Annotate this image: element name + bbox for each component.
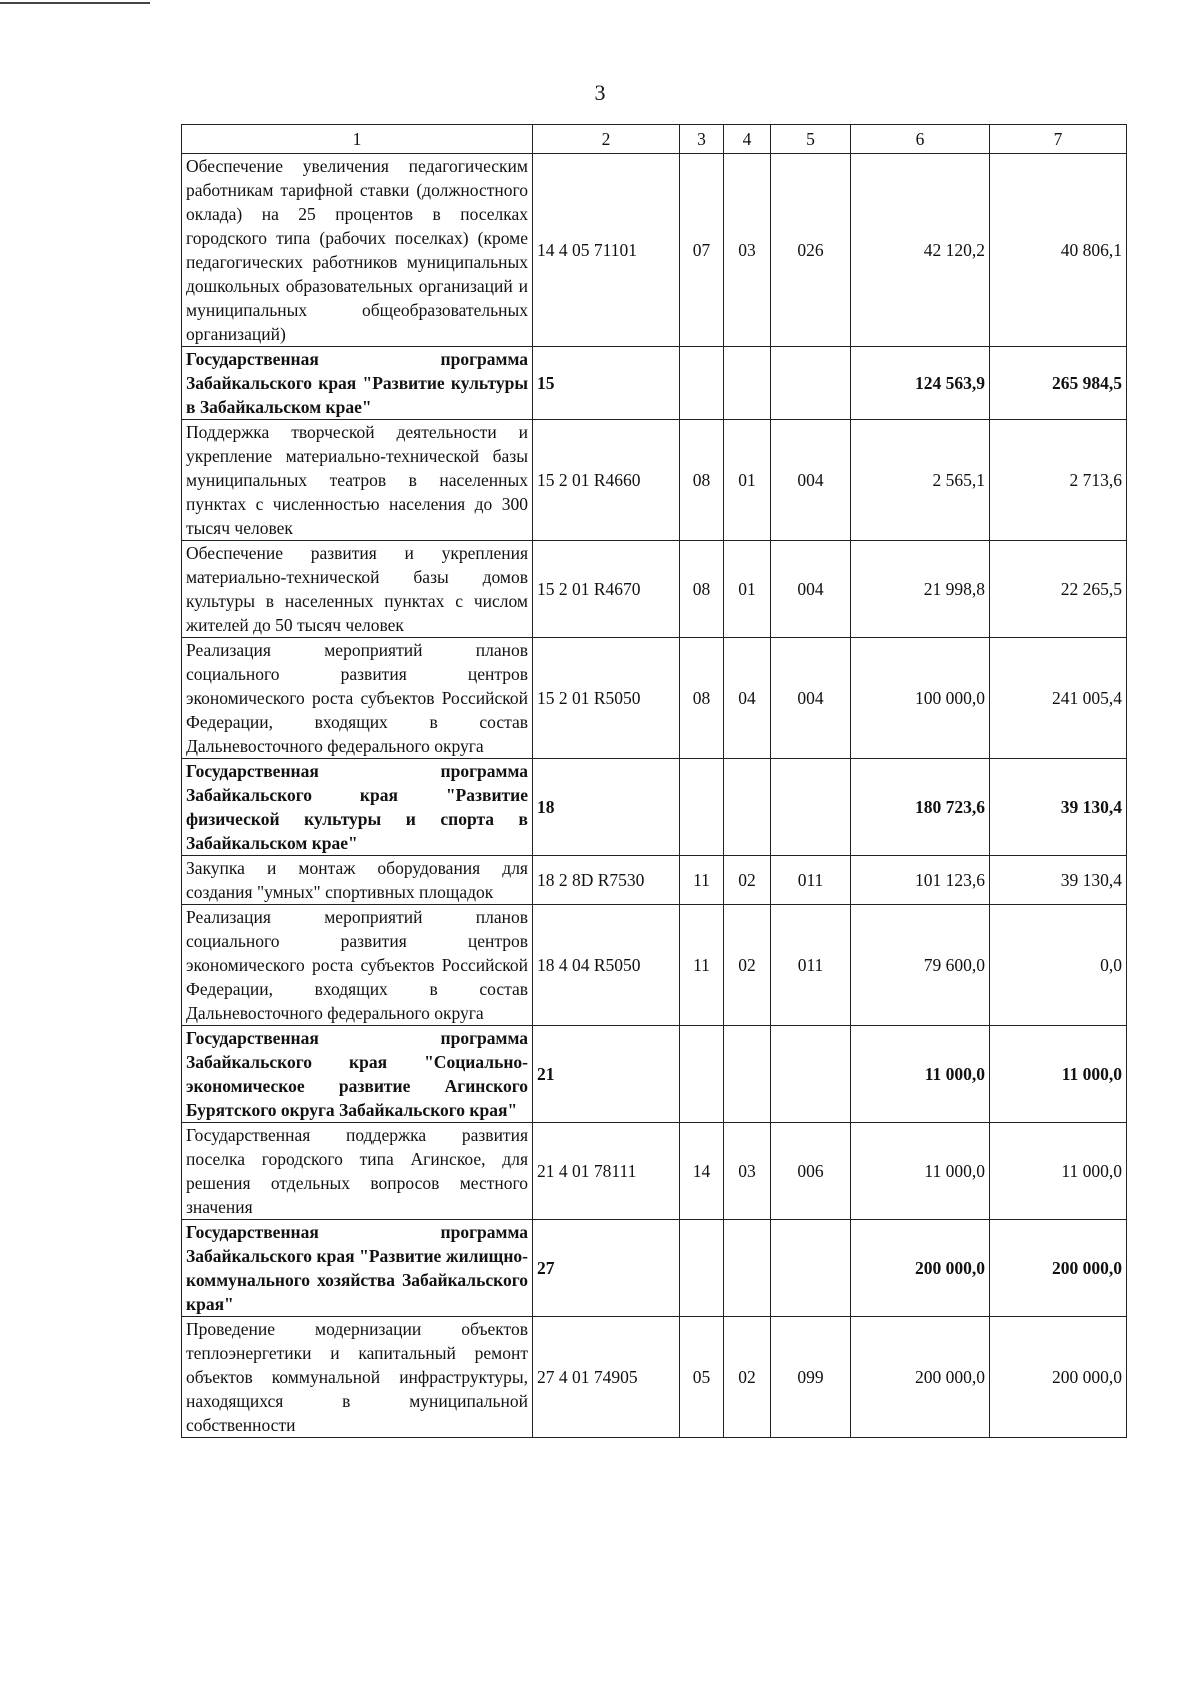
row-col5-cell: 026	[771, 154, 851, 347]
table-body	[182, 154, 1127, 1438]
row-col7-cell: 11 000,0	[990, 1026, 1127, 1123]
row-col7-cell: 39 130,4	[990, 759, 1127, 856]
row-col7-cell: 200 000,0	[990, 1317, 1127, 1438]
scan-edge-line	[0, 2, 150, 4]
row-col7-cell: 0,0	[990, 905, 1127, 1026]
row-name-cell: Государственная поддержка развития поселка городского типа Агинское, для решения отдельных вопросов местного значения	[182, 1123, 533, 1220]
row-col3-cell: 08	[680, 541, 724, 638]
row-col4-cell	[724, 347, 771, 420]
row-code-cell: 18 4 04 R5050	[533, 905, 680, 1026]
table-row	[182, 905, 1127, 1026]
row-col3-cell	[680, 347, 724, 420]
row-col4-cell: 02	[724, 856, 771, 905]
row-col3-cell: 05	[680, 1317, 724, 1438]
column-header-6: 6	[851, 125, 990, 154]
row-col7-cell: 2 713,6	[990, 420, 1127, 541]
column-header-7: 7	[990, 125, 1127, 154]
row-code-cell: 18	[533, 759, 680, 856]
row-name-cell: Реализация мероприятий планов социального развития центров экономического роста субъектов Российской Федерации, входящих в состав Дальневосточного федерального округа	[182, 905, 533, 1026]
program-row	[182, 759, 1127, 856]
row-col4-cell: 04	[724, 638, 771, 759]
row-col4-cell	[724, 1220, 771, 1317]
row-col4-cell	[724, 759, 771, 856]
row-name-cell: Реализация мероприятий планов социального развития центров экономического роста субъектов Российской Федерации, входящих в состав Дальневосточного федерального округа	[182, 638, 533, 759]
row-col5-cell	[771, 347, 851, 420]
row-col4-cell: 02	[724, 905, 771, 1026]
table-row	[182, 638, 1127, 759]
row-name-cell: Проведение модернизации объектов теплоэнергетики и капитальный ремонт объектов коммунальной инфраструктуры, находящихся в муниципальной собственности	[182, 1317, 533, 1438]
row-code-cell: 15	[533, 347, 680, 420]
row-col7-cell: 39 130,4	[990, 856, 1127, 905]
row-col4-cell	[724, 1026, 771, 1123]
row-col6-cell: 21 998,8	[851, 541, 990, 638]
row-name-cell: Закупка и монтаж оборудования для создания "умных" спортивных площадок	[182, 856, 533, 905]
row-col3-cell	[680, 1220, 724, 1317]
row-col6-cell: 100 000,0	[851, 638, 990, 759]
row-col7-cell: 11 000,0	[990, 1123, 1127, 1220]
column-header-1: 1	[182, 125, 533, 154]
column-header-3: 3	[680, 125, 724, 154]
row-col6-cell: 101 123,6	[851, 856, 990, 905]
table-row	[182, 154, 1127, 347]
row-col4-cell: 01	[724, 420, 771, 541]
row-col5-cell: 004	[771, 638, 851, 759]
table-row	[182, 1317, 1127, 1438]
row-col3-cell: 11	[680, 856, 724, 905]
row-code-cell: 27	[533, 1220, 680, 1317]
row-col6-cell: 11 000,0	[851, 1026, 990, 1123]
row-col5-cell: 011	[771, 905, 851, 1026]
row-col7-cell: 265 984,5	[990, 347, 1127, 420]
row-code-cell: 27 4 01 74905	[533, 1317, 680, 1438]
row-col4-cell: 03	[724, 1123, 771, 1220]
row-col5-cell: 006	[771, 1123, 851, 1220]
row-col5-cell	[771, 1220, 851, 1317]
row-col4-cell: 02	[724, 1317, 771, 1438]
row-col4-cell: 03	[724, 154, 771, 347]
row-col3-cell	[680, 759, 724, 856]
row-name-cell: Государственная программа Забайкальского края "Развитие физической культуры и спорта в Забайкальском крае"	[182, 759, 533, 856]
row-col5-cell: 004	[771, 541, 851, 638]
table-row	[182, 541, 1127, 638]
row-code-cell: 18 2 8D R7530	[533, 856, 680, 905]
row-col7-cell: 40 806,1	[990, 154, 1127, 347]
row-col6-cell: 124 563,9	[851, 347, 990, 420]
row-col7-cell: 241 005,4	[990, 638, 1127, 759]
row-col4-cell: 01	[724, 541, 771, 638]
row-col6-cell: 79 600,0	[851, 905, 990, 1026]
program-row	[182, 1220, 1127, 1317]
row-code-cell: 21 4 01 78111	[533, 1123, 680, 1220]
budget-table	[181, 124, 1127, 1438]
row-code-cell: 15 2 01 R4670	[533, 541, 680, 638]
row-name-cell: Государственная программа Забайкальского края "Социально-экономическое развитие Агинского Бурятского округа Забайкальского края"	[182, 1026, 533, 1123]
row-col3-cell: 08	[680, 420, 724, 541]
row-name-cell: Поддержка творческой деятельности и укрепление материально-технической базы муниципальных театров в населенных пунктах с численностью населения до 300 тысяч человек	[182, 420, 533, 541]
column-header-5: 5	[771, 125, 851, 154]
column-header-2: 2	[533, 125, 680, 154]
row-col5-cell: 011	[771, 856, 851, 905]
header-row	[182, 125, 1127, 154]
table-row	[182, 856, 1127, 905]
row-code-cell: 15 2 01 R4660	[533, 420, 680, 541]
row-name-cell: Государственная программа Забайкальского края "Развитие культуры в Забайкальском крае"	[182, 347, 533, 420]
row-col6-cell: 42 120,2	[851, 154, 990, 347]
row-col6-cell: 11 000,0	[851, 1123, 990, 1220]
row-name-cell: Обеспечение увеличения педагогическим работникам тарифной ставки (должностного оклада) на 25 процентов в поселках городского типа (рабочих поселках) (кроме педагогических работников муниципальных дошкольных образовательных организаций и муниципальных общеобразовательных организаций)	[182, 154, 533, 347]
row-col5-cell: 004	[771, 420, 851, 541]
row-col7-cell: 22 265,5	[990, 541, 1127, 638]
table-row	[182, 1123, 1127, 1220]
row-col3-cell: 07	[680, 154, 724, 347]
row-col3-cell	[680, 1026, 724, 1123]
row-col3-cell: 14	[680, 1123, 724, 1220]
row-code-cell: 14 4 05 71101	[533, 154, 680, 347]
column-header-4: 4	[724, 125, 771, 154]
row-col6-cell: 200 000,0	[851, 1220, 990, 1317]
row-col3-cell: 08	[680, 638, 724, 759]
row-col7-cell: 200 000,0	[990, 1220, 1127, 1317]
row-col6-cell: 180 723,6	[851, 759, 990, 856]
row-code-cell: 21	[533, 1026, 680, 1123]
page-number: 3	[594, 80, 606, 105]
row-col5-cell	[771, 1026, 851, 1123]
program-row	[182, 1026, 1127, 1123]
row-col5-cell	[771, 759, 851, 856]
row-code-cell: 15 2 01 R5050	[533, 638, 680, 759]
program-row	[182, 347, 1127, 420]
row-col3-cell: 11	[680, 905, 724, 1026]
table-row	[182, 420, 1127, 541]
row-name-cell: Государственная программа Забайкальского края "Развитие жилищно-коммунального хозяйства Забайкальского края"	[182, 1220, 533, 1317]
row-col5-cell: 099	[771, 1317, 851, 1438]
row-col6-cell: 200 000,0	[851, 1317, 990, 1438]
row-name-cell: Обеспечение развития и укрепления материально-технической базы домов культуры в населенных пунктах с числом жителей до 50 тысяч человек	[182, 541, 533, 638]
row-col6-cell: 2 565,1	[851, 420, 990, 541]
